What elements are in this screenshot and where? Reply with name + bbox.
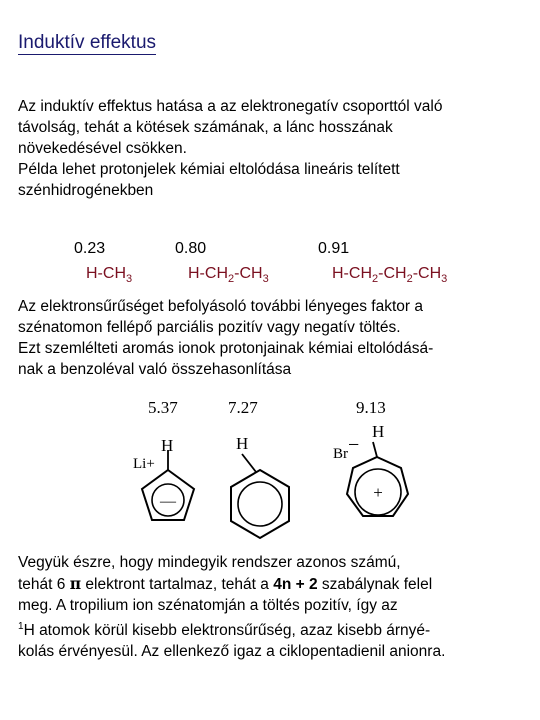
shift-ethane: 0.80 <box>175 240 207 257</box>
formula-methane: $H-CH_3$ <box>86 265 133 285</box>
huckel-rule: 4n + 2 <box>273 576 318 593</box>
benzene-ring <box>210 440 310 550</box>
shift-propane: 0.91 <box>318 240 350 257</box>
shift-cyclopentadienyl: 5.37 <box>148 398 178 417</box>
counter-ion-li: Li+ <box>133 456 155 472</box>
conclusion-line: kolás érvényesül. Az ellenkező igaz a ciklopentadienil anionra. <box>18 643 446 660</box>
cyclopentadienyl-ring <box>120 440 220 540</box>
shift-tropylium: 9.13 <box>356 398 386 417</box>
conclusion-line: $^1$H atomok körül kisebb elektronsűrűség, azaz kisebb árnyé- <box>18 621 431 639</box>
shift-benzene: 7.27 <box>228 398 258 417</box>
formula-propane: $H-CH_2-CH_2-CH_3$ <box>332 265 448 285</box>
conclusion-paragraph <box>18 552 533 662</box>
aromatic-circle <box>238 482 282 526</box>
middle-line: nak a benzoléval való összehasonlítása <box>18 361 292 378</box>
pi-symbol: π <box>69 574 82 593</box>
counter-ion-br: Br− <box>333 434 360 462</box>
ch-bond <box>373 442 377 457</box>
ring-charge-plus: + <box>373 483 383 502</box>
conclusion-line: tehát 6 π elektront tartalmaz, tehát a 4n + 2 szabálynak felel <box>18 574 433 593</box>
intro-line: távolság, tehát a kötések számának, a lánc hosszának <box>18 119 393 136</box>
intro-line: Az induktív effektus hatása a az elektronegatív csoporttól való <box>18 98 443 115</box>
middle-line: szénatomon fellépő parciális pozitív vagy negatív töltés. <box>18 319 401 336</box>
intro-paragraph <box>18 96 528 201</box>
middle-line: Ezt szemlélteti aromás ionok protonjainak kémiai eltolódásá- <box>18 340 434 357</box>
formula-ethane: $H-CH_2-CH_3$ <box>188 265 269 285</box>
middle-line: Az elektronsűrűséget befolyásoló további lényeges faktor a <box>18 298 423 315</box>
conclusion-line: meg. A tropilium ion szénatomján a töltés pozitív, így az <box>18 597 398 614</box>
conclusion-line: Vegyük észre, hogy mindegyik rendszer azonos számú, <box>18 554 401 571</box>
shift-methane: 0.23 <box>74 240 106 257</box>
intro-line: növekedésével csökken. <box>18 140 187 157</box>
middle-paragraph <box>18 296 528 380</box>
isotope-superscript: 1 <box>18 621 24 632</box>
intro-line: Példa lehet protonjelek kémiai eltolódása lineáris telített <box>18 161 400 178</box>
hexagon <box>231 470 289 538</box>
ch-bond <box>242 454 256 472</box>
h-label-tropylium: H <box>372 422 385 441</box>
page-title: Induktív effektus <box>18 32 157 53</box>
tropylium-ring <box>325 430 435 540</box>
ring-charge-minus: — <box>160 493 176 510</box>
h-label-cp: H <box>161 436 174 455</box>
intro-line: szénhidrogénekben <box>18 182 154 199</box>
h-label-benzene: H <box>236 434 249 453</box>
